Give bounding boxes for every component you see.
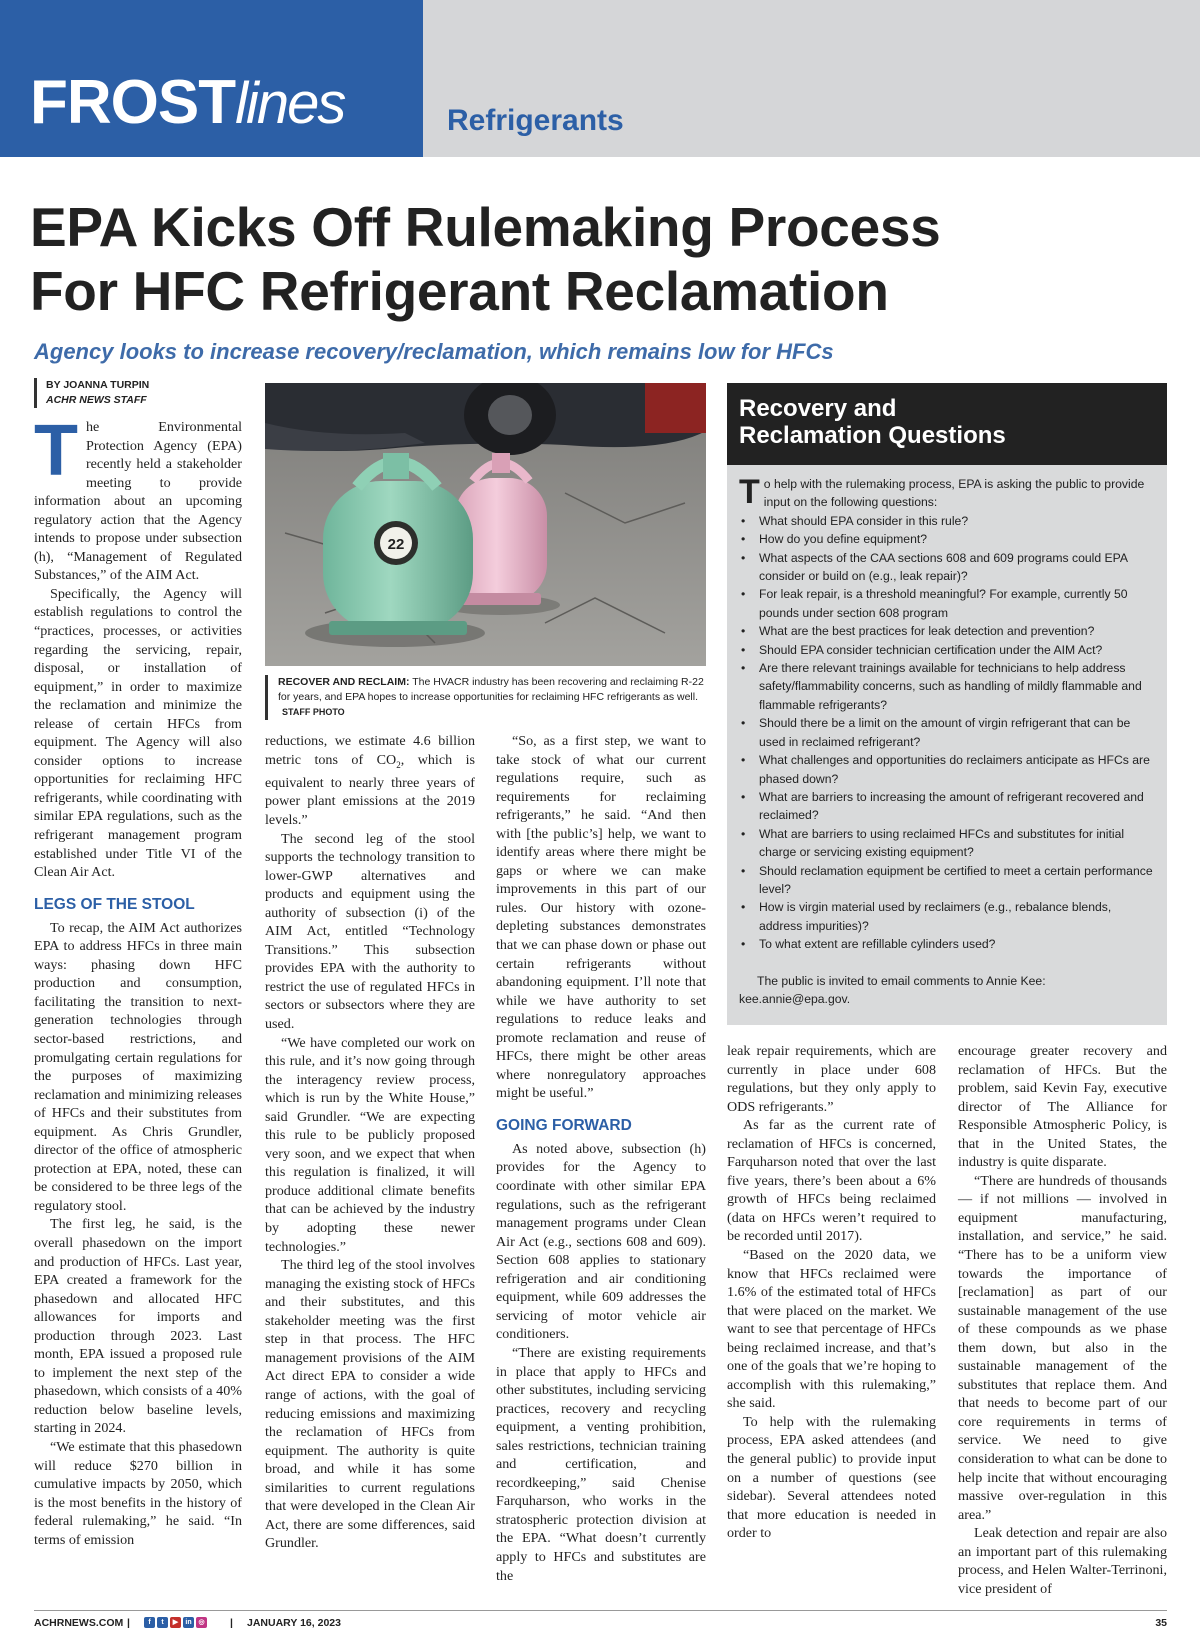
caption-text: The HVACR industry has been recovering and reclaiming R-22 for years, and EPA hopes to increase opportunities for reclaiming HFC refrigerants as well. [278,676,704,703]
paragraph: Leak detection and repair are also an important part of this rulemaking process, and Helen Walter-Terrinoni, vice president of [958,1525,1167,1597]
question-item: • Should reclamation equipment be certified to meet a certain performance level? [739,862,1155,899]
headline-line-2: For HFC Refrigerant Reclamation [30,260,889,322]
subhead-legs-of-the-stool: LEGS OF THE STOOL [34,895,195,913]
sidebar-contact [739,972,1155,1009]
byline-org: ACHR NEWS STAFF [46,394,147,406]
drop-cap: T [34,411,78,491]
subscript: 2 [396,759,401,770]
paragraph: “We estimate that this phasedown will reduce $270 billion in cumulative impacts by 2050, which is the most benefits in the history of federal rulemaking,” he said. “In terms of emission [34,1438,242,1548]
contact-text: The public is invited to email comments to Annie Kee: [757,973,1046,988]
paragraph: To recap, the AIM Act authorizes EPA to address HFCs in three main ways: phasing down HFC production and consumption, facilitating the transition to next-generation technologies through sector-based restrictions, and promulgating certain regulations for the purposes of maximizing reclamation and minimizing releases of HFCs and their substitutes from equipment. As Chris Grundler, director of the office of atmospheric protection at EPA, noted, these can be considered to be three legs of the regulatory stool. [34,919,242,1214]
question-item: • Should there be a limit on the amount of virgin refrigerant that can be used in reclaimed refrigerant? [739,714,1155,751]
sidebar-intro [739,475,1155,512]
paragraph: As far as the current rate of reclamation of HFCs is concerned, Farquharson noted that over the last five years, there’s been about a 6% growth of HFCs being reclaimed (data on HFCs weren’t required to be recorded until 2017). [727,1117,936,1245]
paragraph: As noted above, subsection (h) provides for the Agency to coordinate with other similar EPA regulations, such as the refrigerant management programs under Clean Air Act (e.g., sections 608 and 609). Section 608 applies to stationary refrigeration and air conditioning equipment, while 609 addresses the servicing of motor vehicle air conditioners. [496,1140,706,1343]
question-item: • What aspects of the CAA sections 608 and 609 programs could EPA consider or build on (e.g., leak repair)? [739,549,1155,586]
cylinder-label: 22 [387,536,405,553]
footer-separator: | [127,1617,130,1628]
question-item: • For leak repair, is a threshold meaningful? For example, currently 50 pounds under section 608 program [739,585,1155,622]
linkedin-icon[interactable]: in [183,1617,194,1628]
article-column-4 [727,1042,936,1543]
page-number: 35 [1155,1617,1167,1628]
sidebar-box [727,383,1167,1025]
youtube-icon[interactable]: ▶ [170,1617,181,1628]
refrigerant-cylinders-photo [265,383,706,666]
article-column-1 [34,411,242,1549]
paragraph [265,732,475,830]
paragraph-text: , which is equivalent to nearly three years of power plant emissions at the 2019 levels.” [265,751,475,828]
section-label: Refrigerants [447,104,624,137]
article-column-3 [496,732,706,1585]
question-item: • What are the best practices for leak detection and prevention? [739,622,1155,640]
paragraph: “There are hundreds of thousands — if not millions — involved in equipment manufacturing, installation, and service,” he said. “There has to be a uniform view towards the importance of [reclamation] as part of our sustainable management of the use of these compounds as we phase them down, but also in the sustainable management of the substitutes that replace them. And that needs to become part of our core requirements in terms of service. We need to give consideration to what can be done to help incite that without encouraging massive over-regulation in this area.” [958,1172,1167,1523]
photo-caption [265,675,706,720]
question-item: • What should EPA consider in this rule? [739,512,1155,530]
question-item: • How is virgin material used by reclaimers (e.g., rebalance blends, address impurities)? [739,898,1155,935]
byline-author: BY JOANNA TURPIN [46,379,150,391]
sidebar-drop-cap: T [739,473,760,511]
paragraph: The first leg, he said, is the overall phasedown on the import and production of HFCs. Last year, EPA created a framework for the phasedown and allocated HFC allowances for imports and production through 2023. Last month, EPA issued a proposed rule to implement the next step of the phasedown, which consists of a 40% reduction below baseline levels, starting in 2024. [34,1216,242,1437]
contact-email[interactable]: kee.annie@epa.gov. [739,991,851,1006]
twitter-icon[interactable]: t [157,1617,168,1628]
paragraph: The third leg of the stool involves managing the existing stock of HFCs and their substitutes, and this stakeholder meeting was the first step in that process. The HFC management provisions of the AIM Act direct EPA to consider a wide range of actions, with the goal of reducing emissions and maximizing the reclamation of HFCs from equipment. The authority is quite broad, and while it has some similarities to current regulations that were developed in the Clean Air Act, there are some differences, said Grundler. [265,1257,475,1552]
sidebar-title-line-2: Reclamation Questions [739,422,1006,449]
paragraph: “There are existing requirements in place that apply to HFCs and other substitutes, including servicing practices, recovery and recycling equipment, a venting prohibition, sales restrictions, technician training and certification, and recordkeeping,” said Chenise Farquharson, who works in the stratospheric protection division at the EPA. “What doesn’t currently apply to HFCs and substitutes are the [496,1344,706,1584]
instagram-icon[interactable]: ◎ [196,1617,207,1628]
question-item: • What challenges and opportunities do reclaimers anticipate as HFCs are phased down? [739,751,1155,788]
issue-date: JANUARY 16, 2023 [247,1617,341,1628]
footer-site-link[interactable]: ACHRNEWS.COM [34,1617,124,1628]
question-item: • Are there relevant trainings available for technicians to help address safety/flammability concerns, such as handling of mildly flammable and flammable refrigerants? [739,659,1155,714]
photo-illustration [265,383,706,666]
paragraph: “Based on the 2020 data, we know that HFCs reclaimed were 1.6% of the estimated total of HFCs that were placed on the market. We want to see that percentage of HFCs being reclaimed increase, and that’s one of the goals that we’re hoping to accomplish with this rulemaking,” she said. [727,1247,936,1412]
caption-label: RECOVER AND RECLAIM: [278,676,410,688]
paragraph: encourage greater recovery and reclamation of HFCs. But the problem, said Kevin Fay, executive director of The Alliance for Responsible Atmospheric Policy, is that in the United States, the industry is quite disparate. [958,1043,1167,1171]
paragraph: leak repair requirements, which are currently in place under 608 regulations, but they only apply to ODS refrigerants.” [727,1043,936,1115]
question-item: • How do you define equipment? [739,530,1155,548]
article-column-5 [958,1042,1167,1598]
article-column-2 [265,732,475,1553]
social-icons [144,1617,207,1628]
paragraph: “We have completed our work on this rule, and it’s now going through the interagency review process, which is run by the White House,” said Grundler. “We are expecting this rule to be publicly proposed very soon, and we expect that when this regulation is finalized, it will produce additional climate benefits that can be achieved by the industry by adopting these newer technologies.” [265,1034,475,1255]
subhead-going-forward: GOING FORWARD [496,1116,632,1134]
photo-credit: STAFF PHOTO [282,707,345,717]
sidebar-body [727,465,1167,1008]
deck-subheadline: Agency looks to increase recovery/reclamation, which remains low for HFCs [34,339,834,364]
headline-line-1: EPA Kicks Off Rulemaking Process [30,196,941,258]
question-item: • Should EPA consider technician certification under the AIM Act? [739,641,1155,659]
footer-separator: | [230,1617,233,1628]
paragraph: The second leg of the stool supports the technology transition to lower-GWP alternatives and products and equipment using the authority of subsection (i) of the AIM Act, entitled “Technology Transitions.” This subsection provides EPA with the authority to restrict the use of regulated HFCs in sectors or subsectors where they are used. [265,830,475,1033]
lead-paragraph [34,411,242,585]
paragraph-text: he Environmental Protection Agency (EPA) recently held a stakeholder meeting to provide information about an upcoming regulatory action that the Agency intends to propose under subsection (h), “Management of Regulated Substances,” of the AIM Act. [34,419,242,584]
facebook-icon[interactable]: f [144,1617,155,1628]
paragraph: Specifically, the Agency will establish regulations to control the “practices, processes, or activities regarding the servicing, repair, disposal, or installation of equipment,” in order to maximize the reclamation and minimize the release of certain HFCs from equipment. The Agency will also consider options to increase opportunities for reclaiming HFC refrigerants, while coordinating with similar EPA regulations, such as the refrigerant management program established under Title VI of the Clean Air Act. [34,585,242,881]
logo-italic-text: lines [235,71,345,136]
question-item: • To what extent are refillable cylinders used? [739,935,1155,953]
paragraph-text: reductions, we estimate 4.6 billion metric tons of CO [265,733,475,768]
masthead-brand-panel [0,0,423,157]
logo-bold-text: FROST [30,68,236,137]
question-item: • What are barriers to increasing the amount of refrigerant recovered and reclaimed? [739,788,1155,825]
paragraph: “So, as a first step, we want to take stock of what our current regulations require, such as requirements for reclaiming refrigerants,” he said. “And then with [the public’s] help, we want to identify areas where there might be gaps or where we can make improvements in this part of our rules. Our history with ozone-depleting substances demonstrates that we can phase down or phase out certain refrigerants without abandoning equipment. I’ll note that while we have authority to set regulations to reduce leaks and promote reclamation and reuse of HFCs, there might be other areas where nonregulatory approaches might be useful.” [496,733,706,1102]
byline [34,378,149,408]
question-list [739,512,1155,954]
paragraph: To help with the rulemaking process, EPA asked attendees (and the general public) to provide input on a number of questions (see sidebar). Several attendees noted that more education is needed in order to [727,1413,936,1542]
question-item: • What are barriers to using reclaimed HFCs and substitutes for initial charge or servicing existing equipment? [739,825,1155,862]
frostlines-logo [30,68,345,137]
sidebar-title [727,383,1167,465]
headline [30,195,1180,323]
sidebar-intro-text: o help with the rulemaking process, EPA is asking the public to provide input on the following questions: [763,477,1145,510]
footer-rule [34,1610,1167,1611]
sidebar-title-line-1: Recovery and [739,395,897,422]
